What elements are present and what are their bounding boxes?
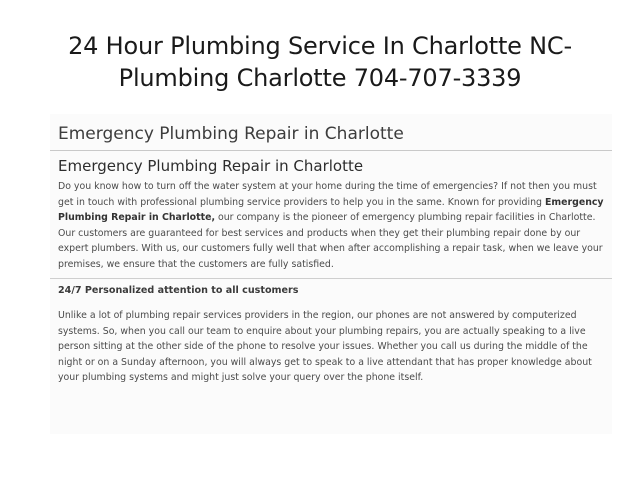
slide-title-line-2: Plumbing Charlotte 704-707-3339 — [118, 64, 522, 92]
slide-title — [40, 30, 600, 94]
section-subheading: Emergency Plumbing Repair in Charlotte — [58, 157, 364, 175]
attention-paragraph: Unlike a lot of plumbing repair services providers in the region, our phones are not answered by computerized systems. So, when you call our team to enquire about your plumbing repairs, you are actually speaking to a live person sitting at the other side of the phone to resolve your issues. Whether you call us during the middle of the night or on a Sunday afternoon, you will always get to speak to a live attendant that has proper knowledge about your plumbing systems and might just solve your query over the phone itself. — [58, 310, 592, 383]
heading-divider — [50, 150, 612, 151]
intro-bold-phrase: Emergency Plumbing Repair in Charlotte, — [58, 196, 604, 223]
intro-text-part-1: Do you know how to turn off the water system at your home during the time of emergencies? If not then you must get in touch with professional plumbing service providers to help you in the same. Known for providing — [58, 181, 597, 208]
intro-paragraph — [58, 179, 606, 272]
section-divider — [50, 278, 612, 279]
intro-text-part-2: our company is the pioneer of emergency plumbing repair facilities in Charlotte. Our customers are guaranteed for best services and products when they get their plumbing repair done by our expert plumbers. With us, our customers fully well that when after accomplishing a repair task, when we leave your premises, we ensure that the customers are fully satisfied. — [58, 212, 603, 270]
section-title: 24/7 Personalized attention to all customers — [58, 285, 299, 296]
embedded-page-screenshot — [50, 114, 612, 434]
slide-title-line-1: 24 Hour Plumbing Service In Charlotte NC- — [68, 32, 572, 60]
page-heading: Emergency Plumbing Repair in Charlotte — [58, 124, 404, 144]
